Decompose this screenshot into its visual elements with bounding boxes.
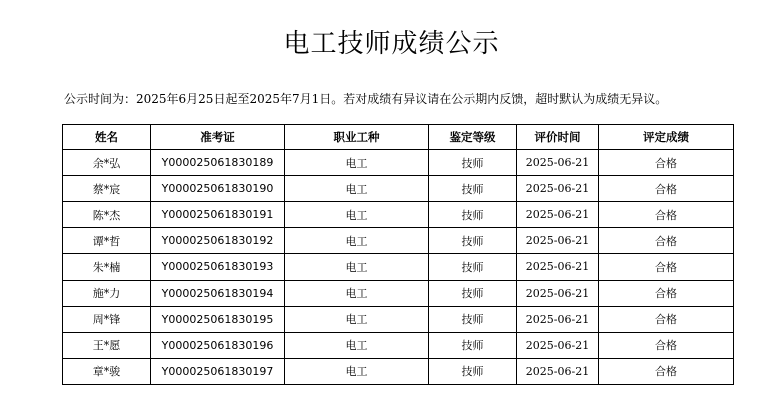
cell-name: 王*愿 (63, 332, 151, 358)
table-row (63, 358, 734, 384)
table-row (63, 150, 734, 176)
table-row (63, 176, 734, 202)
cell-ticket-number: Y000025061830196 (151, 332, 285, 358)
cell-level: 技师 (429, 150, 517, 176)
cell-eval-date: 2025-06-21 (517, 306, 599, 332)
cell-level: 技师 (429, 176, 517, 202)
table-row (63, 202, 734, 228)
cell-name: 施*力 (63, 280, 151, 306)
cell-ticket-number: Y000025061830190 (151, 176, 285, 202)
header-name: 姓名 (63, 125, 151, 150)
cell-name: 陈*杰 (63, 202, 151, 228)
cell-occupation: 电工 (285, 280, 429, 306)
cell-level: 技师 (429, 332, 517, 358)
cell-occupation: 电工 (285, 254, 429, 280)
cell-ticket-number: Y000025061830193 (151, 254, 285, 280)
cell-ticket-number: Y000025061830197 (151, 358, 285, 384)
cell-occupation: 电工 (285, 176, 429, 202)
cell-occupation: 电工 (285, 332, 429, 358)
cell-eval-date: 2025-06-21 (517, 150, 599, 176)
cell-ticket-number: Y000025061830189 (151, 150, 285, 176)
table-row (63, 228, 734, 254)
header-eval-date: 评价时间 (517, 125, 599, 150)
cell-level: 技师 (429, 254, 517, 280)
header-result: 评定成绩 (599, 125, 734, 150)
cell-name: 章*骏 (63, 358, 151, 384)
header-level: 鉴定等级 (429, 125, 517, 150)
cell-ticket-number: Y000025061830194 (151, 280, 285, 306)
cell-level: 技师 (429, 280, 517, 306)
cell-result: 合格 (599, 202, 734, 228)
cell-result: 合格 (599, 254, 734, 280)
cell-result: 合格 (599, 306, 734, 332)
cell-name: 余*弘 (63, 150, 151, 176)
cell-ticket-number: Y000025061830192 (151, 228, 285, 254)
cell-ticket-number: Y000025061830195 (151, 306, 285, 332)
cell-eval-date: 2025-06-21 (517, 228, 599, 254)
cell-eval-date: 2025-06-21 (517, 202, 599, 228)
table-header-row (63, 125, 734, 150)
table-row (63, 306, 734, 332)
cell-eval-date: 2025-06-21 (517, 332, 599, 358)
cell-result: 合格 (599, 332, 734, 358)
cell-name: 周*锋 (63, 306, 151, 332)
cell-occupation: 电工 (285, 358, 429, 384)
cell-eval-date: 2025-06-21 (517, 280, 599, 306)
cell-level: 技师 (429, 306, 517, 332)
cell-result: 合格 (599, 358, 734, 384)
cell-name: 蔡*宸 (63, 176, 151, 202)
cell-occupation: 电工 (285, 228, 429, 254)
cell-eval-date: 2025-06-21 (517, 176, 599, 202)
cell-result: 合格 (599, 176, 734, 202)
cell-ticket-number: Y000025061830191 (151, 202, 285, 228)
cell-level: 技师 (429, 228, 517, 254)
cell-level: 技师 (429, 202, 517, 228)
cell-occupation: 电工 (285, 306, 429, 332)
cell-result: 合格 (599, 150, 734, 176)
cell-result: 合格 (599, 280, 734, 306)
table-row (63, 280, 734, 306)
cell-occupation: 电工 (285, 150, 429, 176)
cell-eval-date: 2025-06-21 (517, 254, 599, 280)
cell-result: 合格 (599, 228, 734, 254)
cell-name: 朱*楠 (63, 254, 151, 280)
results-table (62, 124, 734, 385)
cell-occupation: 电工 (285, 202, 429, 228)
notice-text: 公示时间为：2025年6月25日起至2025年7月1日。若对成绩有异议请在公示期内反馈，超时默认为成绩无异议。 (64, 92, 668, 106)
header-occupation: 职业工种 (285, 125, 429, 150)
table-row (63, 254, 734, 280)
cell-eval-date: 2025-06-21 (517, 358, 599, 384)
cell-level: 技师 (429, 358, 517, 384)
page-title: 电工技师成绩公示 (283, 29, 500, 59)
cell-name: 谭*哲 (63, 228, 151, 254)
table-row (63, 332, 734, 358)
header-ticket-number: 准考证 (151, 125, 285, 150)
